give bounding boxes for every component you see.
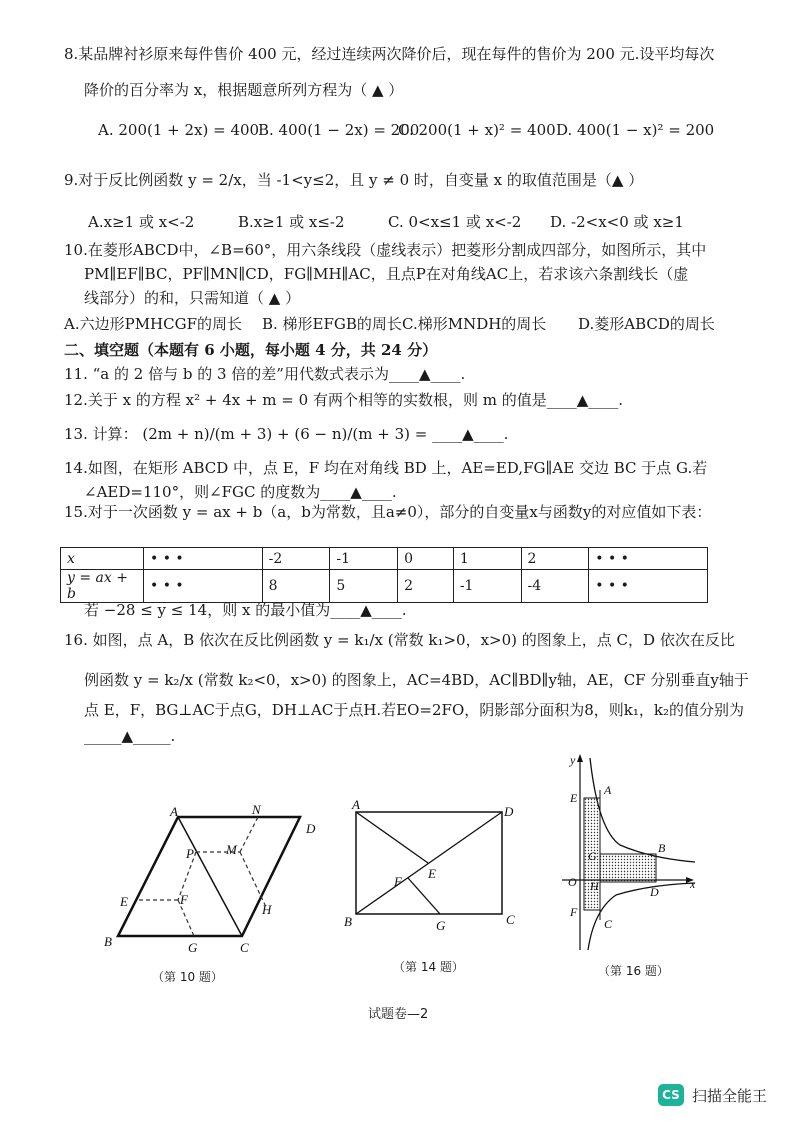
camscanner-logo-icon: CS [658,1084,684,1106]
figure-16-caption: （第 16 题） [598,964,669,978]
diagonal-ac [178,817,242,936]
q8-option-b: B. 400(1 − 2x) = 200 [258,121,420,139]
q10-option-a: A.六边形PMHCGF的周长 [64,315,243,333]
label-b: B [658,841,666,855]
label-x: x [690,877,696,891]
label-p: P [186,846,194,861]
label-b: B [344,914,352,929]
label-g: G [188,940,198,955]
label-h: H [262,902,272,917]
q9-option-b: B.x≥1 或 x≤-2 [238,213,345,231]
label-d: D [504,804,514,819]
table-cell: 5 [330,570,398,603]
figure-10-rhombus [100,800,330,960]
label-c: C [604,917,613,931]
q15-line1: 15.对于一次函数 y = ax + b（a，b为常数，且a≠0），部分的自变量x与函数y的对应值如下表： [64,503,712,521]
table-cell: -2 [262,548,330,570]
figure-14-caption: （第 14 题） [393,960,464,974]
label-d: D [650,885,659,899]
table-cell: -1 [330,548,398,570]
label-f: F [180,892,188,907]
table-cell: • • • [144,548,263,570]
table-cell: • • • [589,570,708,603]
figure-14-rectangle [340,798,530,938]
table-cell: 0 [398,548,454,570]
section-fill-blank-title: 二、填空题（本题有 6 小题，每小题 4 分，共 24 分） [64,341,438,359]
y-axis-arrow-icon [577,754,583,762]
q10-line2: PM∥EF∥BC，PF∥MN∥CD，FG∥MH∥AC，且点P在对角线AC上，若求该六条割线长（虚 [84,265,689,283]
label-y: y [570,753,576,767]
q9-option-d: D. -2<x<0 或 x≥1 [550,213,684,231]
label-n: N [252,802,261,817]
label-a: A [604,783,612,797]
page-footer: 试题卷—2 [368,1007,429,1022]
segment-ae [356,812,428,863]
q16-line1: 16. 如图，点 A，B 依次在反比例函数 y = k₁/x (常数 k₁>0，x>0) 的图象上，点 C，D 依次在反比 [64,631,735,649]
table-cell: 2 [398,570,454,603]
segment-fg [408,878,440,914]
q9-line1: 9.对于反比例函数 y = 2/x，当 -1<y≤2，且 y ≠ 0 时，自变量 x 的取值范围是（▲ ） [64,171,644,189]
q14-line2: ∠AED=110°，则∠FGC 的度数为____▲____. [84,483,397,501]
q16-line4: _____▲_____. [84,727,176,745]
label-f: F [394,874,402,889]
label-o: O [568,875,577,889]
table-cell: 8 [262,570,330,603]
dashed-cut-lines [136,817,266,936]
q16-line3: 点 E，F，BG⊥AC于点G，DH⊥AC于点H.若EO=2FO，阴影部分面积为8，则k₁，k₂的值分别为 [84,701,744,719]
label-b: B [104,934,112,949]
table-row [61,570,708,603]
q16-line2: 例函数 y = k₂/x (常数 k₂<0，x>0) 的图象上，AC=4BD，AC∥BD∥y轴，AE，CF 分别垂直y轴于 [84,671,749,689]
figure-10-caption: （第 10 题） [152,970,223,984]
q15-after-text: 若 −28 ≤ y ≤ 14，则 x 的最小值为____▲____. [84,601,407,619]
q9-option-a: A.x≥1 或 x<-2 [88,213,195,231]
q10-option-c: C.梯形MNDH的周长 [402,315,547,333]
table-cell: y = ax + b [61,570,144,603]
table-cell: -1 [453,570,521,603]
q10-line3: 线部分）的和，只需知道（ ▲ ） [84,289,301,307]
q8-option-c: C. 200(1 + x)² = 400 [398,121,556,139]
scanner-watermark [658,1084,767,1106]
table-cell: 2 [521,548,589,570]
shaded-strip-bg-dh [600,854,656,882]
label-a: A [352,798,360,812]
label-e: E [570,791,578,805]
label-c: C [240,940,249,955]
label-g: G [588,849,597,863]
table-cell: x [61,548,144,570]
q13-text: 13. 计算： (2m + n)/(m + 3) + (6 − n)/(m + 3) = ____▲____. [64,425,509,443]
label-a: A [170,804,178,819]
watermark-text: 扫描全能王 [692,1086,768,1105]
figure-16-coordinate-plane [560,750,710,960]
q8-option-d: D. 400(1 − x)² = 200 [556,121,715,139]
q15-value-table [60,547,708,603]
label-h: H [590,879,599,893]
q8-line2: 降价的百分率为 x，根据题意所列方程为（ ▲ ） [84,81,404,99]
q10-option-d: D.菱形ABCD的周长 [578,315,715,333]
label-e: E [120,894,128,909]
label-f: F [570,905,578,919]
label-g: G [436,918,446,933]
label-e: E [428,866,436,881]
q10-option-b: B. 梯形EFGB的周长 [262,315,402,333]
table-row [61,548,708,570]
q11-text: 11. “a 的 2 倍与 b 的 3 倍的差”用代数式表示为____▲____. [64,365,466,383]
q8-line1: 8.某品牌衬衫原来每件售价 400 元，经过连续两次降价后，现在每件的售价为 200 元.设平均每次 [64,45,715,63]
q14-line1: 14.如图，在矩形 ABCD 中，点 E，F 均在对角线 BD 上，AE=ED,FG∥AE 交边 BC 于点 G.若 [64,459,708,477]
table-cell: • • • [144,570,263,603]
table-cell: -4 [521,570,589,603]
q9-option-c: C. 0<x≤1 或 x<-2 [388,213,522,231]
rhombus-outline [118,817,300,936]
table-cell: • • • [589,548,708,570]
label-d: D [306,821,316,836]
table-cell: 1 [453,548,521,570]
q10-line1: 10.在菱形ABCD中，∠B=60°，用六条线段（虚线表示）把菱形分割成四部分，如图所示，其中 [64,241,707,259]
q12-text: 12.关于 x 的方程 x² + 4x + m = 0 有两个相等的实数根，则 m 的值是____▲____. [64,391,624,409]
label-m: M [226,842,237,857]
hyperbola-k1-curve [590,758,695,862]
label-c: C [506,912,515,927]
q8-option-a: A. 200(1 + 2x) = 400 [98,121,260,139]
